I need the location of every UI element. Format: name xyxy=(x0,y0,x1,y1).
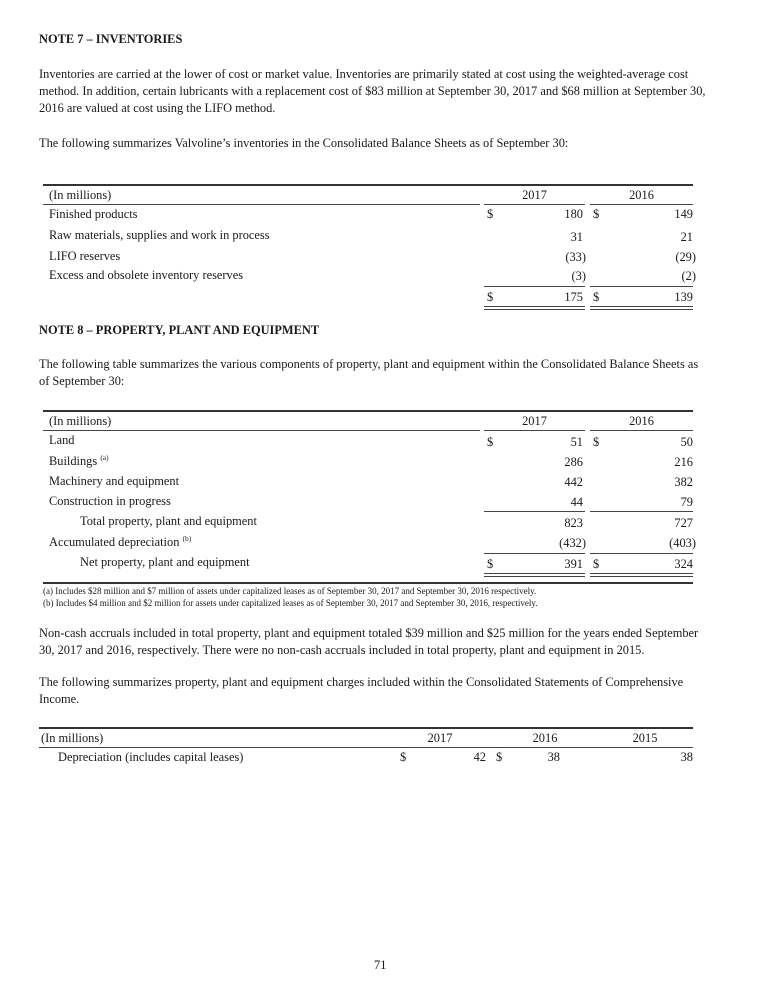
total-2016: 324 xyxy=(674,557,693,571)
value-2016: 21 xyxy=(680,230,693,244)
row-label-text: Accumulated depreciation xyxy=(49,535,180,549)
currency-symbol: $ xyxy=(496,750,503,764)
total-2016: 139 xyxy=(674,290,693,304)
table-header-label: (In millions) xyxy=(49,414,112,428)
note-7-title: NOTE 7 – INVENTORIES xyxy=(39,32,183,46)
row-label: Raw materials, supplies and work in process xyxy=(49,228,270,242)
table-top-rule xyxy=(39,727,693,729)
currency-symbol: $ xyxy=(593,290,600,304)
total-double-rule xyxy=(484,306,585,310)
currency-symbol: $ xyxy=(487,557,494,571)
column-header-2016: 2016 xyxy=(629,414,654,428)
column-header-2015: 2015 xyxy=(632,731,658,745)
total-2017: 175 xyxy=(564,290,583,304)
value-2017: 42 xyxy=(473,750,486,764)
row-label: LIFO reserves xyxy=(49,249,121,263)
table-header-label: (In millions) xyxy=(49,188,112,202)
footnote-a: (a) Includes $28 million and $7 million of assets under capitalized leases as of September 30, 2017 and September 30, 2016 respectively. xyxy=(43,586,537,596)
row-label: Depreciation (includes capital leases) xyxy=(58,750,244,764)
column-header-2016: 2016 xyxy=(629,188,654,202)
text-line: 30, 2017 and 2016, respectively. There were no non-cash accruals included in total property, plant and equipment in 2015. xyxy=(39,643,645,657)
note-8-paragraph-2 xyxy=(39,625,739,659)
footnote-marker: (a) xyxy=(100,453,109,462)
value-2016: 38 xyxy=(547,750,560,764)
subtotal-rule xyxy=(590,511,693,512)
value-2017: 51 xyxy=(570,435,583,449)
value-2017: 286 xyxy=(564,455,583,469)
column-header-2017: 2017 xyxy=(427,731,453,745)
value-2016: 50 xyxy=(680,435,693,449)
subtotal-rule xyxy=(590,553,693,554)
total-2017: 391 xyxy=(564,557,583,571)
subtotal-rule xyxy=(484,286,585,287)
value-2017: 180 xyxy=(564,207,583,221)
row-label: Net property, plant and equipment xyxy=(80,555,250,569)
row-label xyxy=(49,453,109,469)
value-2017: (3) xyxy=(571,269,586,283)
subtotal-rule xyxy=(484,553,585,554)
header-rule xyxy=(590,204,693,205)
row-label: Machinery and equipment xyxy=(49,474,180,488)
text-line: of September 30: xyxy=(39,374,125,388)
column-header-2016: 2016 xyxy=(532,731,558,745)
value-2016: (403) xyxy=(669,536,696,550)
subtotal-rule xyxy=(590,286,693,287)
column-header-2017: 2017 xyxy=(522,414,547,428)
footnote-marker: (b) xyxy=(182,534,192,543)
footnote-b: (b) Includes $4 million and $2 million for assets under capitalized leases as of September 30, 2017 and September 30, 2016, respectively. xyxy=(43,598,538,608)
note-7-paragraph-2: The following summarizes Valvoline’s inventories in the Consolidated Balance Sheets as of September 30: xyxy=(39,136,569,150)
row-label: Total property, plant and equipment xyxy=(80,514,257,528)
value-2017: 823 xyxy=(564,516,583,530)
header-rule xyxy=(43,204,480,205)
text-line: The following summarizes property, plant and equipment charges included within the Consolidated Statements of Comprehensive xyxy=(39,675,684,689)
header-rule xyxy=(43,430,480,431)
value-2016: (2) xyxy=(681,269,696,283)
value-2017: 31 xyxy=(570,230,583,244)
footnote-rule xyxy=(43,582,693,584)
table-top-rule xyxy=(43,184,693,186)
value-2016: 727 xyxy=(674,516,693,530)
currency-symbol: $ xyxy=(593,207,600,221)
row-label xyxy=(49,534,191,550)
total-double-rule xyxy=(590,306,693,310)
value-2017: 44 xyxy=(570,495,583,509)
header-rule xyxy=(39,747,693,748)
row-label: Finished products xyxy=(49,207,138,221)
note-8-title: NOTE 8 – PROPERTY, PLANT AND EQUIPMENT xyxy=(39,323,320,337)
currency-symbol: $ xyxy=(487,435,494,449)
value-2016: 216 xyxy=(674,455,693,469)
text-line: The following table summarizes the various components of property, plant and equipment within the Consolidated Balance Sheets as xyxy=(39,357,699,371)
currency-symbol: $ xyxy=(400,750,407,764)
text-line: Income. xyxy=(39,692,80,706)
value-2016: 382 xyxy=(674,475,693,489)
value-2017: 442 xyxy=(564,475,583,489)
row-label: Construction in progress xyxy=(49,494,171,508)
row-label: Excess and obsolete inventory reserves xyxy=(49,268,244,282)
text-line: Non-cash accruals included in total property, plant and equipment totaled $39 million and $25 million for the years ended September xyxy=(39,626,699,640)
currency-symbol: $ xyxy=(487,207,494,221)
total-double-rule xyxy=(590,573,693,577)
page-number: 71 xyxy=(374,958,387,972)
row-label-text: Buildings xyxy=(49,454,98,468)
value-2015: 38 xyxy=(680,750,693,764)
total-double-rule xyxy=(484,573,585,577)
currency-symbol: $ xyxy=(487,290,494,304)
value-2017: (33) xyxy=(565,250,586,264)
subtotal-rule xyxy=(484,511,585,512)
header-rule xyxy=(590,430,693,431)
column-header-2017: 2017 xyxy=(522,188,547,202)
text-line: method. In addition, certain lubricants with a replacement cost of $83 million at September 30, 2017 and $68 million at September 30, xyxy=(39,84,706,98)
table-header-label: (In millions) xyxy=(41,731,104,745)
header-rule xyxy=(484,204,585,205)
table-top-rule xyxy=(43,410,693,412)
value-2017: (432) xyxy=(559,536,586,550)
currency-symbol: $ xyxy=(593,435,600,449)
header-rule xyxy=(484,430,585,431)
currency-symbol: $ xyxy=(593,557,600,571)
value-2016: (29) xyxy=(675,250,696,264)
value-2016: 149 xyxy=(674,207,693,221)
note-8-paragraph-3 xyxy=(39,674,739,708)
text-line: Inventories are carried at the lower of cost or market value. Inventories are primarily stated at cost using the weighted-average cost xyxy=(39,67,689,81)
text-line: 2016 are valued at cost using the LIFO method. xyxy=(39,101,276,115)
note-7-paragraph-1 xyxy=(39,66,739,117)
note-8-paragraph-1 xyxy=(39,356,739,390)
row-label: Land xyxy=(49,433,75,447)
value-2016: 79 xyxy=(680,495,693,509)
